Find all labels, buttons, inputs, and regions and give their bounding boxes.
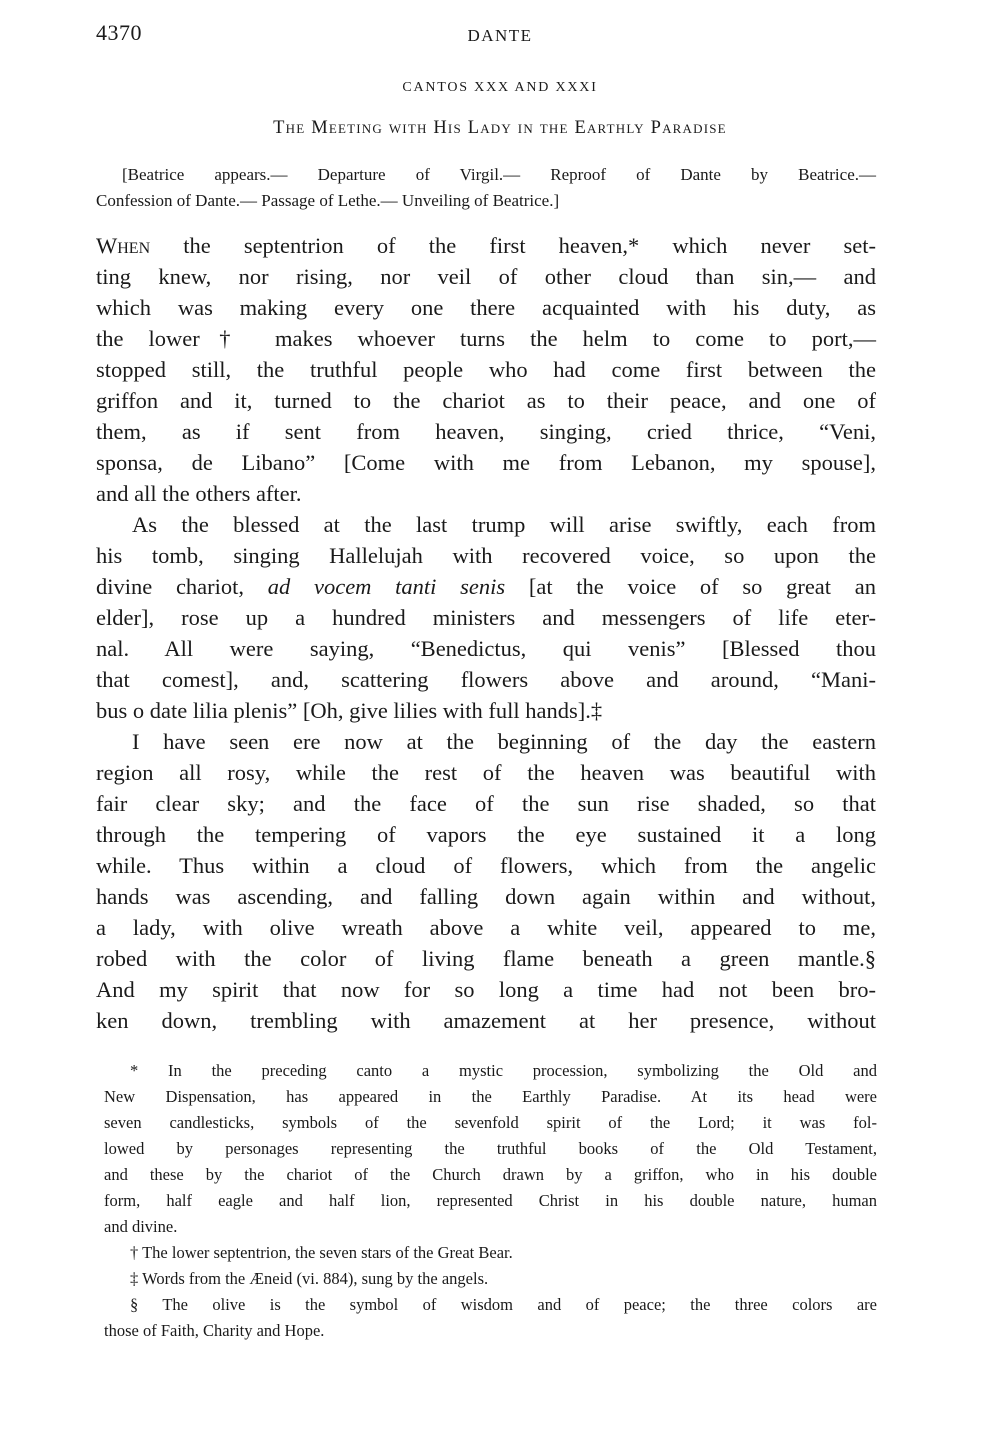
- body-line: hands was ascending, and falling down again within and without,: [96, 884, 876, 909]
- footnote-line: ‡ Words from the Æneid (vi. 884), sung by the angels.: [130, 1269, 489, 1288]
- body-line: his tomb, singing Hallelujah with recovered voice, so upon the: [96, 543, 876, 568]
- footnote-line: seven candlesticks, symbols of the sevenfold spirit of the Lord; it was fol-: [104, 1113, 877, 1132]
- latin-phrase: ad vocem tanti senis: [267, 574, 506, 599]
- summary-line: [Beatrice appears.— Departure of Virgil.— Reproof of Dante by Beatrice.—: [122, 165, 876, 184]
- body-line: As the blessed at the last trump will arise swiftly, each from: [132, 512, 876, 537]
- summary-line: Confession of Dante.— Passage of Lethe.— Unveiling of Beatrice.]: [96, 191, 560, 210]
- running-head: DANTE: [467, 26, 533, 45]
- chapter-title: The Meeting with His Lady in the Earthly Paradise: [273, 118, 727, 138]
- body-line: that comest], and, scattering flowers above and around, “Mani-: [96, 667, 876, 692]
- canto-title: CANTOS XXX AND XXXI: [402, 80, 598, 95]
- body-line: through the tempering of vapors the eye sustained it a long: [96, 822, 876, 847]
- body-line-text: the septentrion of the first heaven,* which never set-: [150, 233, 876, 258]
- body-line: which was making every one there acquainted with his duty, as: [96, 295, 876, 320]
- page-number: 4370: [96, 20, 142, 45]
- body-line: griffon and it, turned to the chariot as to their peace, and one of: [96, 388, 876, 413]
- body-line: sponsa, de Libano” [Come with me from Lebanon, my spouse],: [96, 450, 876, 475]
- body-line: while. Thus within a cloud of flowers, which from the angelic: [96, 853, 876, 878]
- body-line: ting knew, nor rising, nor veil of other cloud than sin,— and: [96, 264, 876, 289]
- body-line-text: divine chariot,: [96, 574, 268, 599]
- body-line: them, as if sent from heaven, singing, cried thrice, “Veni,: [96, 419, 876, 444]
- body-line: [96, 230, 876, 261]
- footnote-line: † The lower septentrion, the seven stars of the Great Bear.: [130, 1243, 513, 1262]
- body-line: nal. All were saying, “Benedictus, qui venis” [Blessed thou: [96, 636, 876, 661]
- body-line: I have seen ere now at the beginning of the day the eastern: [132, 729, 876, 754]
- footnote-line: New Dispensation, has appeared in the Earthly Paradise. At its head were: [104, 1087, 877, 1106]
- drop-word: When: [96, 233, 151, 258]
- body-line: bus o date lilia plenis” [Oh, give lilies with full hands].‡: [96, 698, 603, 723]
- footnote-line: form, half eagle and half lion, represented Christ in his double nature, human: [104, 1191, 877, 1210]
- footnote-line: and divine.: [104, 1217, 178, 1236]
- body-line: region all rosy, while the rest of the heaven was beautiful with: [96, 760, 876, 785]
- body-line: a lady, with olive wreath above a white veil, appeared to me,: [96, 915, 876, 940]
- body-line: fair clear sky; and the face of the sun rise shaded, so that: [96, 791, 876, 816]
- footnote-line: and these by the chariot of the Church drawn by a griffon, who in his double: [104, 1165, 877, 1184]
- body-line: the lower† makes whoever turns the helm to come to port,—: [96, 326, 876, 351]
- body-line: ken down, trembling with amazement at her presence, without: [96, 1008, 876, 1033]
- body-line: robed with the color of living flame beneath a green mantle.§: [96, 946, 876, 971]
- body-line: stopped still, the truthful people who had come first between the: [96, 357, 876, 382]
- body-line: [96, 571, 876, 602]
- body-line: And my spirit that now for so long a time had not been bro-: [96, 977, 876, 1002]
- body-line-text: [at the voice of so great an: [505, 574, 876, 599]
- footnote-line: § The olive is the symbol of wisdom and of peace; the three colors are: [130, 1295, 877, 1314]
- footnotes: [104, 1058, 877, 1344]
- footnote-line: * In the preceding canto a mystic procession, symbolizing the Old and: [130, 1061, 877, 1080]
- body-line: elder], rose up a hundred ministers and messengers of life eter-: [96, 605, 876, 630]
- footnote-line: those of Faith, Charity and Hope.: [104, 1321, 325, 1340]
- footnote-line: lowed by personages representing the truthful books of the Old Testament,: [104, 1139, 877, 1158]
- chapter-summary: [96, 162, 876, 214]
- body-line: and all the others after.: [96, 481, 302, 506]
- body-text: [96, 230, 876, 1036]
